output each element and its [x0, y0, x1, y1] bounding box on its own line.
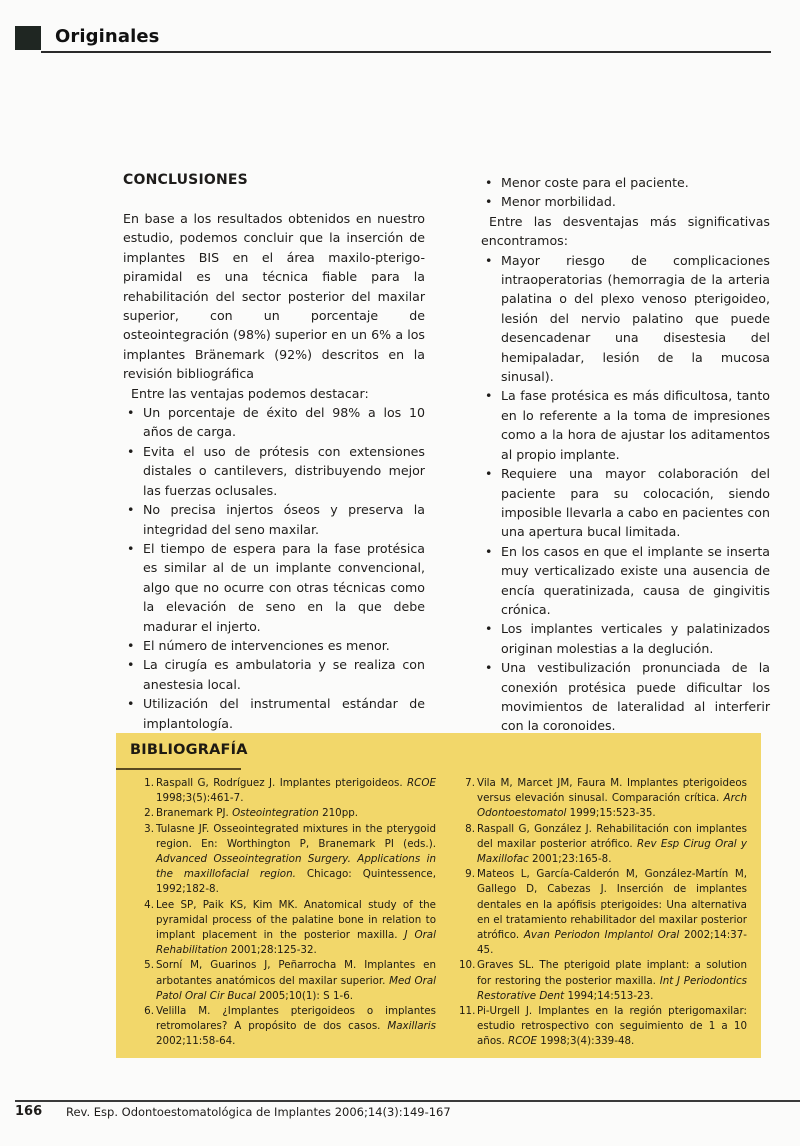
bibliography-title: BIBLIOGRAFÍA [130, 742, 248, 758]
reference-item [461, 1004, 747, 1050]
reference-item [140, 822, 436, 898]
reference-list [461, 776, 747, 1050]
reference-number: 9. [465, 868, 475, 881]
reference-item [461, 822, 747, 868]
conclusions-column-right [481, 173, 770, 736]
reference-source: RCOE [508, 1035, 538, 1048]
advantage-item: • Utilización del instrumental estándar de implantología. [123, 694, 425, 733]
disadvantage-item: • La fase protésica es más dificultosa, tanto en lo referente a la toma de impresiones como a la hora de ajustar los aditamentos al propio implante. [481, 386, 770, 464]
conclusions-column-left [123, 170, 425, 733]
reference-text: Raspall G, Rodríguez J. Implantes pterigoideos. [156, 777, 408, 789]
reference-details: 2005;10(1): S 1-6. [255, 989, 354, 1002]
reference-number: 7. [465, 777, 475, 789]
advantages-list-continued [481, 173, 770, 212]
advantage-item: • No precisa injertos óseos y preserva la integridad del seno maxilar. [123, 500, 425, 539]
reference-source: Rev Esp Cirug Oral y Maxillofac [477, 837, 748, 866]
reference-item [140, 898, 436, 959]
conclusions-title: CONCLUSIONES [123, 172, 248, 188]
reference-text: Velilla M. ¿Implantes pterigoideos o implantes retromolares? A propósito de dos casos. [156, 1005, 436, 1033]
section-marker-square [15, 26, 41, 50]
reference-source: Med Oral Patol Oral Cir Bucal [156, 974, 436, 1002]
disadvantage-item: • Mayor riesgo de complicaciones intraoperatorias (hemorragia de la arteria palatina o del plexo venoso pterigoideo, lesión del nervio palatino que puede desencadenar una disestesia del hemipaladar, lesión de la mucosa sinusal). [481, 251, 770, 387]
reference-list [140, 776, 436, 1050]
reference-details: 1998;3(5):461-7. [156, 792, 244, 805]
reference-text: Graves SL. The pterigoid plate implant: a solution for restoring the posterior maxilla. [477, 959, 747, 987]
reference-source: Osteointegration [232, 807, 319, 820]
section-label: Originales [55, 26, 160, 47]
advantage-item: • El tiempo de espera para la fase protésica es similar al de un implante convencional, algo que no ocurre con otras técnicas como la elevación de seno en la que debe madurar el injerto. [123, 539, 425, 636]
reference-text: Sorní M, Guarinos J, Peñarrocha M. Implantes en arbotantes anatómicos del maxilar superior. [156, 959, 436, 987]
bibliography-column-right [461, 776, 747, 1050]
reference-item [461, 867, 747, 958]
reference-number: 6. [144, 1005, 154, 1018]
advantage-item: • Un porcentaje de éxito del 98% a los 10 años de carga. [123, 403, 425, 442]
reference-item [461, 958, 747, 1004]
reference-source: Int J Periodontics Restorative Dent [477, 974, 747, 1002]
advantage-item: • Menor morbilidad. [481, 192, 770, 211]
disadvantages-list [481, 251, 770, 736]
reference-item [461, 776, 747, 822]
reference-source: Advanced Osseointegration Surgery. Applications in the maxillofacial region. [156, 853, 436, 881]
disadvantage-item: • Una vestibulización pronunciada de la conexión protésica puede dificultar los movimientos de lateralidad al interferir con la coronoides. [481, 658, 770, 736]
disadvantage-item: • En los casos en que el implante se inserta muy verticalizado existe una ausencia de encía queratinizada, causa de gingivitis crónica. [481, 542, 770, 620]
reference-source: Arch Odontoestomatol [477, 792, 747, 820]
reference-number: 3. [144, 822, 154, 835]
advantage-item: • La cirugía es ambulatoria y se realiza con anestesia local. [123, 655, 425, 694]
conclusions-intro: En base a los resultados obtenidos en nuestro estudio, podemos concluir que la inserción de implantes BIS en el área maxilo-pterigo-piramidal es una técnica fiable para la rehabilitación del sector posterior del maxilar superior, con un porcentaje de osteointegración (98%) superior en un 6% a los implantes Bränemark (92%) descritos en la revisión bibliográfica [123, 211, 425, 382]
reference-item [140, 776, 436, 806]
advantage-item: • Evita el uso de prótesis con extensiones distales o cantilevers, distribuyendo mejor las fuerzas oclusales. [123, 442, 425, 500]
bibliography-box [116, 733, 761, 1058]
reference-details: 2001;23:165-8. [528, 853, 612, 866]
reference-details: Chicago: Quintessence, 1992;182-8. [156, 868, 437, 896]
bibliography-title-rule [116, 768, 241, 770]
reference-details: 1994;14:513-23. [564, 989, 654, 1002]
disadvantage-item: • Los implantes verticales y palatinizados originan molestias a la deglución. [481, 619, 770, 658]
bibliography-column-left [140, 776, 436, 1050]
reference-text: Branemark PJ. [156, 807, 233, 820]
reference-source: RCOE [407, 777, 436, 789]
reference-item [140, 806, 436, 821]
reference-text: Lee SP, Paik KS, Kim MK. Anatomical study of the pyramidal process of the palatine bone in relation to implant placement in the posterior maxilla. [156, 898, 436, 942]
reference-text: Pi-Urgell J. Implantes en la región pterigomaxilar: estudio retrospectivo con seguimiento de 1 a 10 años. [477, 1005, 747, 1048]
disadvantage-item: • Requiere una mayor colaboración del paciente para su colocación, siendo imposible llevarla a cabo en pacientes con una apertura bucal limitada. [481, 464, 770, 542]
reference-number: 10. [459, 959, 476, 972]
reference-number: 5. [144, 959, 154, 972]
advantages-lead: Entre las ventajas podemos destacar: [131, 385, 369, 401]
reference-source: Maxillaris [387, 1020, 436, 1033]
reference-details: 210pp. [318, 807, 359, 820]
reference-details: 1998;3(4):339-48. [537, 1035, 635, 1048]
reference-text: Mateos L, García-Calderón M, González-Martín M, Gallego D, Cabezas J. Inserción de implantes dentales en la apófisis pterigoides: Una alternativa en el tratamiento rehabilitador del maxilar posterior atrófico. [477, 868, 747, 942]
advantage-item: • Menor coste para el paciente. [481, 173, 770, 192]
reference-details: 1999;15:523-35. [566, 807, 656, 820]
advantages-list [123, 403, 425, 733]
page-number: 166 [15, 1104, 43, 1119]
reference-text: Raspall G, González J. Rehabilitación con implantes del maxilar posterior atrófico. [477, 822, 747, 850]
reference-number: 11. [459, 1005, 476, 1018]
reference-text: Tulasne JF. Osseointegrated mixtures in the pterygoid region. En: Worthington P, Branemark PI (eds.). [156, 822, 436, 850]
section-header [15, 24, 771, 53]
reference-details: 2002;14:37-45. [477, 929, 748, 957]
reference-number: 8. [465, 822, 475, 835]
reference-details: 2001;28:125-32. [227, 944, 317, 957]
reference-number: 4. [144, 898, 154, 911]
reference-number: 2. [144, 807, 154, 820]
reference-number: 1. [144, 777, 154, 789]
reference-source: Avan Periodon Implantol Oral [523, 929, 680, 942]
reference-item [140, 1004, 436, 1050]
header-rule [41, 51, 771, 53]
journal-citation: Rev. Esp. Odontoestomatológica de Implantes 2006;14(3):149-167 [66, 1105, 451, 1119]
reference-source: J Oral Rehabilitation [156, 929, 436, 957]
reference-text: Vila M, Marcet JM, Faura M. Implantes pterigoideos versus elevación sinusal. Comparación crítica. [477, 777, 747, 805]
disadvantages-lead: Entre las desventajas más significativas encontramos: [481, 213, 770, 249]
reference-item [140, 958, 436, 1004]
reference-details: 2002;11:58-64. [156, 1035, 236, 1048]
advantage-item: • El número de intervenciones es menor. [123, 636, 425, 655]
footer-rule [15, 1100, 800, 1102]
